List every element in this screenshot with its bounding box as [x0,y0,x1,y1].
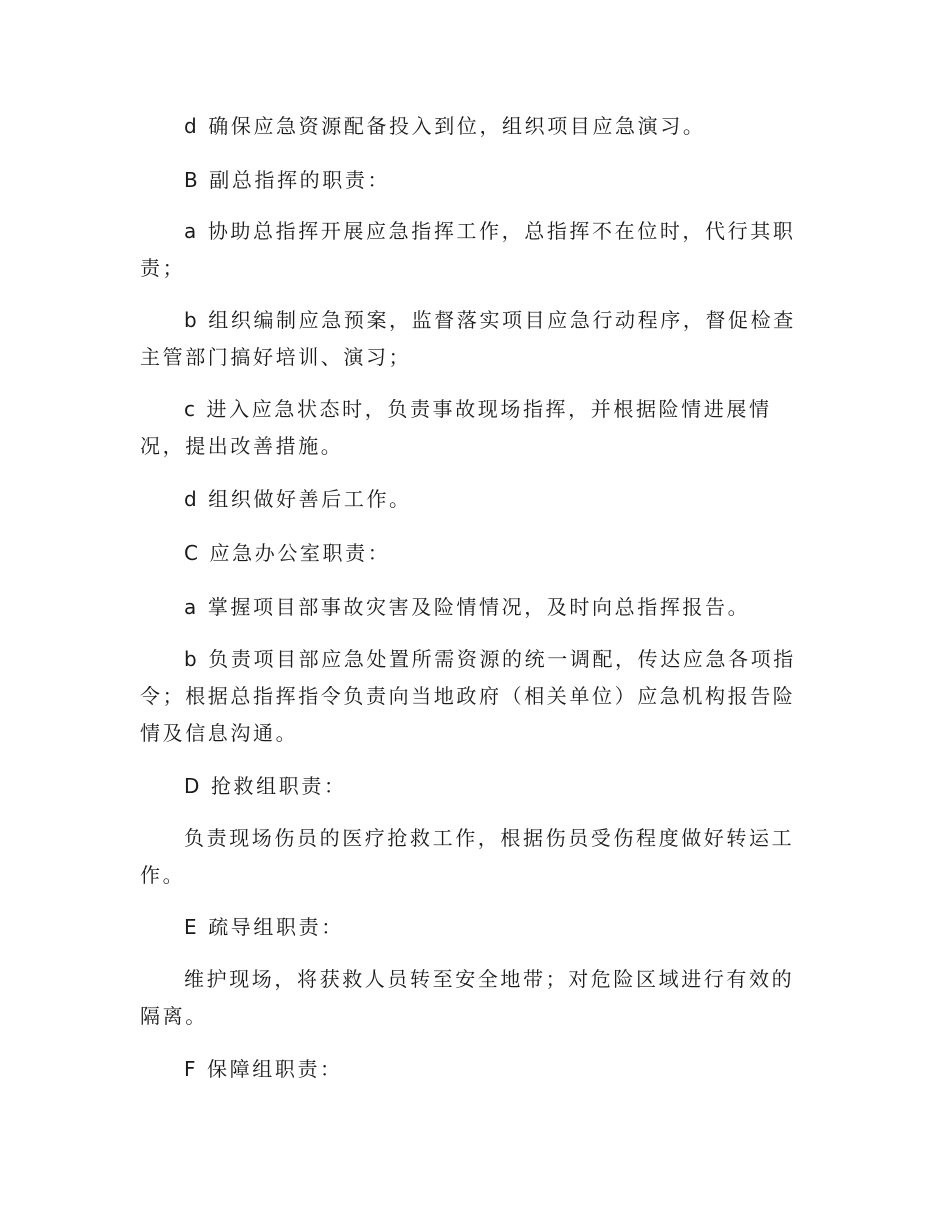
paragraph-d-aftermath: d 组织做好善后工作。 [184,487,412,511]
heading-deputy-commander: B 副总指挥的职责： [184,168,391,192]
paragraph-d-resources: d 确保应急资源配备投入到位，组织项目应急演习。 [184,114,706,138]
heading-emergency-office: C 应急办公室职责： [184,541,391,565]
paragraph-a-assist: a 协助总指挥开展应急指挥工作，总指挥不在位时，代行其职责； [140,219,796,280]
heading-support-group: F 保障组职责： [184,1057,343,1081]
paragraph-b-plan: b 组织编制应急预案，监督落实项目应急行动程序，督促检查主管部门搞好培训、演习； [140,308,796,369]
paragraph-c-emergency-state: c 进入应急状态时，负责事故现场指挥，并根据险情进展情况，提出改善措施。 [140,397,772,458]
heading-rescue-group: D 抢救组职责： [184,774,347,798]
paragraph-b-resources-allocation: b 负责项目部应急处置所需资源的统一调配，传达应急各项指令；根据总指挥指令负责向当地政府（相关单位）应急机构报告险情及信息沟通。 [140,647,796,745]
paragraph-a-report: a 掌握项目部事故灾害及险情情况，及时向总指挥报告。 [184,595,751,619]
paragraph-rescue-duty: 负责现场伤员的医疗抢救工作，根据伤员受伤程度做好转运工作。 [140,826,795,887]
paragraph-evacuation-duty: 维护现场，将获救人员转至安全地带；对危险区域进行有效的隔离。 [140,967,795,1028]
heading-evacuation-group: E 疏导组职责： [184,915,344,939]
